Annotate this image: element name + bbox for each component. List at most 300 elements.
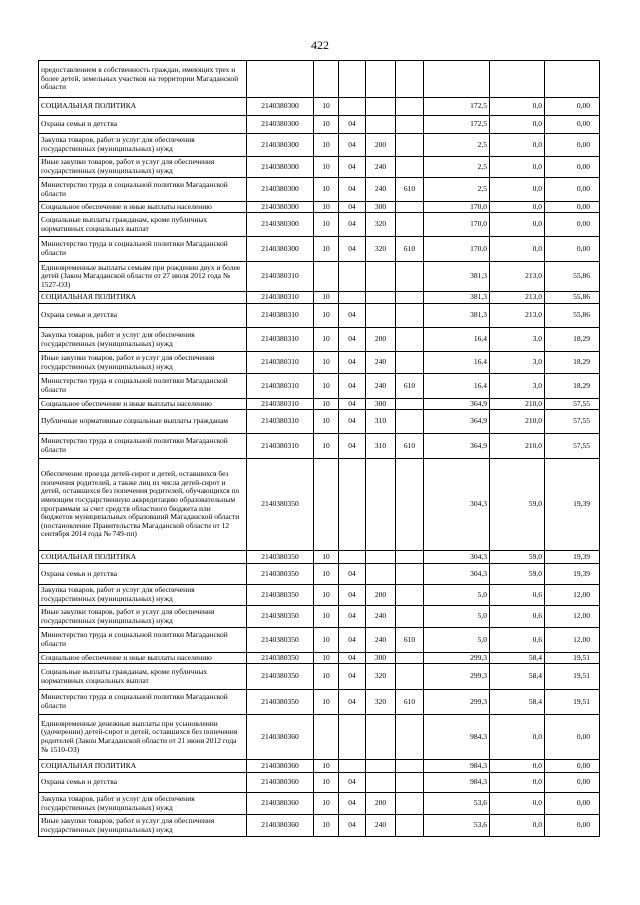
planned-amount-cell: 16,4: [424, 374, 490, 399]
target-article-cell: 2140380310: [247, 352, 314, 374]
expense-type-cell: 200: [366, 793, 396, 815]
target-article-cell: 2140380310: [247, 410, 314, 434]
budget-manager-cell: [396, 459, 424, 551]
planned-amount-cell: 170,0: [424, 213, 490, 237]
table-row: [39, 116, 600, 134]
executed-amount-cell: 0,0: [490, 237, 545, 262]
name-cell: Министерство труда и социальной политики Магаданской области: [39, 178, 247, 202]
execution-percent-cell: 12,00: [545, 606, 600, 628]
execution-percent-cell: 0,00: [545, 116, 600, 134]
section-cell: 10: [314, 292, 339, 304]
expense-type-cell: [366, 564, 396, 585]
subsection-cell: [339, 262, 366, 292]
name-cell: СОЦИАЛЬНАЯ ПОЛИТИКА: [39, 98, 247, 116]
budget-manager-cell: 610: [396, 628, 424, 653]
subsection-cell: 04: [339, 664, 366, 690]
executed-amount-cell: 0,0: [490, 116, 545, 134]
planned-amount-cell: 170,0: [424, 237, 490, 262]
section-cell: 10: [314, 690, 339, 715]
section-cell: 10: [314, 664, 339, 690]
expense-type-cell: 320: [366, 237, 396, 262]
target-article-cell: 2140380350: [247, 653, 314, 664]
planned-amount-cell: 5,0: [424, 628, 490, 653]
target-article-cell: 2140380310: [247, 262, 314, 292]
table-row: [39, 134, 600, 157]
planned-amount-cell: 2,5: [424, 157, 490, 178]
subsection-cell: 04: [339, 564, 366, 585]
budget-manager-cell: [396, 664, 424, 690]
expense-type-cell: [366, 292, 396, 304]
name-cell: Публичные нормативные социальные выплаты гражданам: [39, 410, 247, 434]
expense-type-cell: 200: [366, 134, 396, 157]
table-row: [39, 551, 600, 564]
execution-percent-cell: 0,00: [545, 178, 600, 202]
table-row: [39, 213, 600, 237]
section-cell: 10: [314, 352, 339, 374]
subsection-cell: 04: [339, 793, 366, 815]
table-row: [39, 773, 600, 793]
target-article-cell: 2140380350: [247, 664, 314, 690]
name-cell: предоставлением в собственность граждан, имеющих трех и более детей, земельных участков на территории Магаданской области: [39, 61, 247, 98]
name-cell: Министерство труда и социальной политики Магаданской области: [39, 690, 247, 715]
expense-type-cell: 320: [366, 213, 396, 237]
subsection-cell: [339, 292, 366, 304]
budget-manager-cell: 610: [396, 178, 424, 202]
target-article-cell: 2140380350: [247, 606, 314, 628]
section-cell: 10: [314, 773, 339, 793]
table-row: [39, 564, 600, 585]
planned-amount-cell: 984,3: [424, 773, 490, 793]
subsection-cell: 04: [339, 134, 366, 157]
budget-manager-cell: [396, 606, 424, 628]
table-row: [39, 606, 600, 628]
budget-manager-cell: [396, 352, 424, 374]
section-cell: 10: [314, 551, 339, 564]
planned-amount-cell: 299,3: [424, 653, 490, 664]
budget-manager-cell: 610: [396, 237, 424, 262]
expense-type-cell: 240: [366, 178, 396, 202]
name-cell: Иные закупки товаров, работ и услуг для обеспечения государственных (муниципальных) нужд: [39, 352, 247, 374]
table-row: [39, 237, 600, 262]
budget-manager-cell: [396, 793, 424, 815]
table-row: [39, 410, 600, 434]
planned-amount-cell: 16,4: [424, 328, 490, 352]
section-cell: 10: [314, 202, 339, 213]
executed-amount-cell: 210,0: [490, 434, 545, 459]
subsection-cell: 04: [339, 237, 366, 262]
expense-type-cell: [366, 304, 396, 328]
subsection-cell: 04: [339, 213, 366, 237]
planned-amount-cell: 381,3: [424, 292, 490, 304]
table-row: [39, 793, 600, 815]
executed-amount-cell: 3,0: [490, 328, 545, 352]
budget-manager-cell: [396, 262, 424, 292]
budget-manager-cell: [396, 202, 424, 213]
name-cell: Закупка товаров, работ и услуг для обеспечения государственных (муниципальных) нужд: [39, 793, 247, 815]
execution-percent-cell: 0,00: [545, 134, 600, 157]
execution-percent-cell: 57,55: [545, 434, 600, 459]
expense-type-cell: 300: [366, 653, 396, 664]
executed-amount-cell: 59,0: [490, 551, 545, 564]
subsection-cell: 04: [339, 434, 366, 459]
expense-type-cell: 320: [366, 664, 396, 690]
execution-percent-cell: 55,86: [545, 262, 600, 292]
section-cell: 10: [314, 434, 339, 459]
target-article-cell: 2140380300: [247, 237, 314, 262]
subsection-cell: 04: [339, 606, 366, 628]
name-cell: Социальные выплаты гражданам, кроме публичных нормативных социальных выплат: [39, 213, 247, 237]
section-cell: 10: [314, 213, 339, 237]
execution-percent-cell: 57,55: [545, 410, 600, 434]
execution-percent-cell: 19,39: [545, 564, 600, 585]
subsection-cell: [339, 459, 366, 551]
expense-type-cell: [366, 262, 396, 292]
name-cell: Иные закупки товаров, работ и услуг для обеспечения государственных (муниципальных) нужд: [39, 606, 247, 628]
table-row: [39, 399, 600, 410]
budget-manager-cell: 610: [396, 690, 424, 715]
expense-type-cell: 320: [366, 690, 396, 715]
section-cell: 10: [314, 116, 339, 134]
target-article-cell: 2140380360: [247, 815, 314, 837]
executed-amount-cell: 58,4: [490, 664, 545, 690]
planned-amount-cell: 299,3: [424, 690, 490, 715]
budget-manager-cell: 610: [396, 434, 424, 459]
name-cell: Иные закупки товаров, работ и услуг для обеспечения государственных (муниципальных) нужд: [39, 157, 247, 178]
section-cell: 10: [314, 628, 339, 653]
section-cell: 10: [314, 410, 339, 434]
budget-manager-cell: [396, 653, 424, 664]
planned-amount-cell: 2,5: [424, 134, 490, 157]
budget-manager-cell: [396, 328, 424, 352]
budget-manager-cell: [396, 551, 424, 564]
name-cell: Охрана семьи и детства: [39, 773, 247, 793]
planned-amount-cell: 984,3: [424, 715, 490, 760]
section-cell: 10: [314, 585, 339, 606]
planned-amount-cell: 16,4: [424, 352, 490, 374]
name-cell: Охрана семьи и детства: [39, 304, 247, 328]
expense-type-cell: 240: [366, 352, 396, 374]
budget-manager-cell: [396, 399, 424, 410]
table-row: [39, 653, 600, 664]
section-cell: 10: [314, 237, 339, 262]
execution-percent-cell: 55,86: [545, 292, 600, 304]
subsection-cell: 04: [339, 157, 366, 178]
expense-type-cell: 300: [366, 399, 396, 410]
name-cell: СОЦИАЛЬНАЯ ПОЛИТИКА: [39, 760, 247, 773]
target-article-cell: 2140380350: [247, 551, 314, 564]
expense-type-cell: 300: [366, 202, 396, 213]
section-cell: 10: [314, 304, 339, 328]
section-cell: 10: [314, 134, 339, 157]
executed-amount-cell: 58,4: [490, 690, 545, 715]
table-row: [39, 352, 600, 374]
expense-type-cell: [366, 116, 396, 134]
planned-amount-cell: 381,3: [424, 304, 490, 328]
target-article-cell: 2140380300: [247, 134, 314, 157]
name-cell: Министерство труда и социальной политики Магаданской области: [39, 434, 247, 459]
executed-amount-cell: 0,6: [490, 585, 545, 606]
section-cell: [314, 715, 339, 760]
budget-manager-cell: [396, 773, 424, 793]
planned-amount-cell: [424, 61, 490, 98]
section-cell: [314, 459, 339, 551]
subsection-cell: 04: [339, 815, 366, 837]
name-cell: СОЦИАЛЬНАЯ ПОЛИТИКА: [39, 551, 247, 564]
budget-manager-cell: [396, 213, 424, 237]
table-row: [39, 178, 600, 202]
section-cell: 10: [314, 178, 339, 202]
name-cell: Закупка товаров, работ и услуг для обеспечения государственных (муниципальных) нужд: [39, 328, 247, 352]
section-cell: [314, 61, 339, 98]
execution-percent-cell: 0,00: [545, 793, 600, 815]
table-row: [39, 292, 600, 304]
execution-percent-cell: 0,00: [545, 815, 600, 837]
execution-percent-cell: 0,00: [545, 98, 600, 116]
name-cell: Министерство труда и социальной политики Магаданской области: [39, 628, 247, 653]
table-row: [39, 715, 600, 760]
name-cell: Министерство труда и социальной политики Магаданской области: [39, 237, 247, 262]
execution-percent-cell: 0,00: [545, 202, 600, 213]
subsection-cell: 04: [339, 352, 366, 374]
planned-amount-cell: 172,5: [424, 98, 490, 116]
execution-percent-cell: 0,00: [545, 157, 600, 178]
section-cell: 10: [314, 157, 339, 178]
planned-amount-cell: 299,3: [424, 664, 490, 690]
execution-percent-cell: 0,00: [545, 715, 600, 760]
executed-amount-cell: 0,0: [490, 98, 545, 116]
executed-amount-cell: 59,0: [490, 459, 545, 551]
subsection-cell: 04: [339, 628, 366, 653]
target-article-cell: 2140380300: [247, 98, 314, 116]
subsection-cell: [339, 98, 366, 116]
name-cell: Закупка товаров, работ и услуг для обеспечения государственных (муниципальных) нужд: [39, 134, 247, 157]
subsection-cell: 04: [339, 585, 366, 606]
table-row: [39, 262, 600, 292]
name-cell: Закупка товаров, работ и услуг для обеспечения государственных (муниципальных) нужд: [39, 585, 247, 606]
budget-manager-cell: [396, 98, 424, 116]
target-article-cell: 2140380300: [247, 202, 314, 213]
expense-type-cell: [366, 773, 396, 793]
execution-percent-cell: 12,00: [545, 628, 600, 653]
section-cell: 10: [314, 815, 339, 837]
section-cell: 10: [314, 793, 339, 815]
executed-amount-cell: 0,0: [490, 815, 545, 837]
executed-amount-cell: 59,0: [490, 564, 545, 585]
execution-percent-cell: [545, 61, 600, 98]
execution-percent-cell: 19,51: [545, 690, 600, 715]
target-article-cell: 2140380360: [247, 715, 314, 760]
subsection-cell: 04: [339, 374, 366, 399]
expense-type-cell: [366, 551, 396, 564]
budget-manager-cell: [396, 585, 424, 606]
expense-type-cell: [366, 459, 396, 551]
executed-amount-cell: 213,0: [490, 262, 545, 292]
section-cell: 10: [314, 760, 339, 773]
table-row: [39, 374, 600, 399]
executed-amount-cell: 0,0: [490, 793, 545, 815]
table-row: [39, 434, 600, 459]
target-article-cell: 2140380360: [247, 773, 314, 793]
section-cell: 10: [314, 564, 339, 585]
section-cell: 10: [314, 328, 339, 352]
target-article-cell: 2140380350: [247, 690, 314, 715]
page-number: 422: [311, 38, 329, 52]
expense-type-cell: 200: [366, 328, 396, 352]
planned-amount-cell: 5,0: [424, 585, 490, 606]
planned-amount-cell: 364,9: [424, 410, 490, 434]
execution-percent-cell: 0,00: [545, 773, 600, 793]
execution-percent-cell: 19,51: [545, 653, 600, 664]
planned-amount-cell: 381,3: [424, 262, 490, 292]
target-article-cell: 2140380350: [247, 564, 314, 585]
target-article-cell: 2140380350: [247, 459, 314, 551]
expense-type-cell: 240: [366, 606, 396, 628]
expense-type-cell: 310: [366, 434, 396, 459]
section-cell: [314, 262, 339, 292]
name-cell: Иные закупки товаров, работ и услуг для обеспечения государственных (муниципальных) нужд: [39, 815, 247, 837]
subsection-cell: 04: [339, 410, 366, 434]
executed-amount-cell: 3,0: [490, 374, 545, 399]
target-article-cell: 2140380360: [247, 760, 314, 773]
execution-percent-cell: 19,39: [545, 459, 600, 551]
table-row: [39, 328, 600, 352]
table-row: [39, 459, 600, 551]
budget-manager-cell: 610: [396, 374, 424, 399]
planned-amount-cell: 984,3: [424, 760, 490, 773]
subsection-cell: [339, 551, 366, 564]
subsection-cell: 04: [339, 690, 366, 715]
expense-type-cell: 310: [366, 410, 396, 434]
expense-type-cell: 200: [366, 585, 396, 606]
execution-percent-cell: 18,29: [545, 352, 600, 374]
subsection-cell: 04: [339, 178, 366, 202]
subsection-cell: [339, 760, 366, 773]
target-article-cell: 2140380310: [247, 304, 314, 328]
section-cell: 10: [314, 399, 339, 410]
target-article-cell: 2140380310: [247, 399, 314, 410]
planned-amount-cell: 304,3: [424, 459, 490, 551]
executed-amount-cell: 213,0: [490, 304, 545, 328]
execution-percent-cell: 0,00: [545, 213, 600, 237]
executed-amount-cell: 0,0: [490, 773, 545, 793]
section-cell: 10: [314, 374, 339, 399]
target-article-cell: 2140380310: [247, 374, 314, 399]
table-row: [39, 304, 600, 328]
execution-percent-cell: 55,86: [545, 304, 600, 328]
executed-amount-cell: 213,0: [490, 292, 545, 304]
table-row: [39, 157, 600, 178]
table-row: [39, 628, 600, 653]
executed-amount-cell: 0,6: [490, 628, 545, 653]
target-article-cell: 2140380300: [247, 213, 314, 237]
budget-manager-cell: [396, 116, 424, 134]
planned-amount-cell: 304,3: [424, 551, 490, 564]
executed-amount-cell: 0,0: [490, 157, 545, 178]
target-article-cell: 2140380350: [247, 628, 314, 653]
budget-table: [38, 60, 600, 837]
section-cell: 10: [314, 653, 339, 664]
planned-amount-cell: 170,0: [424, 202, 490, 213]
subsection-cell: 04: [339, 399, 366, 410]
name-cell: Министерство труда и социальной политики Магаданской области: [39, 374, 247, 399]
planned-amount-cell: 2,5: [424, 178, 490, 202]
table-row: [39, 61, 600, 98]
executed-amount-cell: 0,0: [490, 178, 545, 202]
target-article-cell: 2140380310: [247, 434, 314, 459]
expense-type-cell: [366, 715, 396, 760]
planned-amount-cell: 5,0: [424, 606, 490, 628]
section-cell: 10: [314, 606, 339, 628]
expense-type-cell: 240: [366, 815, 396, 837]
executed-amount-cell: 58,4: [490, 653, 545, 664]
expense-type-cell: [366, 61, 396, 98]
subsection-cell: 04: [339, 304, 366, 328]
executed-amount-cell: 0,6: [490, 606, 545, 628]
section-cell: 10: [314, 98, 339, 116]
budget-manager-cell: [396, 715, 424, 760]
subsection-cell: [339, 715, 366, 760]
planned-amount-cell: 53,6: [424, 815, 490, 837]
name-cell: Охрана семьи и детства: [39, 564, 247, 585]
executed-amount-cell: 0,0: [490, 715, 545, 760]
target-article-cell: 2140380300: [247, 157, 314, 178]
table-row: [39, 202, 600, 213]
execution-percent-cell: 0,00: [545, 237, 600, 262]
name-cell: Единовременные денежные выплаты при усыновлении (удочерении) детей-сирот и детей, оставшихся без попечения родителей (Закон Магаданской области от 21 июня 2012 года № 1510-ОЗ): [39, 715, 247, 760]
budget-manager-cell: [396, 410, 424, 434]
subsection-cell: 04: [339, 202, 366, 213]
table-row: [39, 690, 600, 715]
name-cell: Единовременные выплаты семьям при рождении двух и более детей (Закон Магаданской области от 27 июля 2012 года № 1527-ОЗ): [39, 262, 247, 292]
executed-amount-cell: 0,0: [490, 760, 545, 773]
budget-manager-cell: [396, 157, 424, 178]
planned-amount-cell: 364,9: [424, 399, 490, 410]
subsection-cell: 04: [339, 653, 366, 664]
budget-manager-cell: [396, 304, 424, 328]
executed-amount-cell: [490, 61, 545, 98]
expense-type-cell: [366, 760, 396, 773]
budget-manager-cell: [396, 760, 424, 773]
executed-amount-cell: 210,0: [490, 410, 545, 434]
target-article-cell: 2140380310: [247, 328, 314, 352]
executed-amount-cell: 0,0: [490, 134, 545, 157]
target-article-cell: 2140380350: [247, 585, 314, 606]
executed-amount-cell: 3,0: [490, 352, 545, 374]
expense-type-cell: 240: [366, 157, 396, 178]
name-cell: Охрана семьи и детства: [39, 116, 247, 134]
budget-manager-cell: [396, 292, 424, 304]
name-cell: Обеспечение проезда детей-сирот и детей, оставшихся без попечения родителей, а также лиц из числа детей-сирот и детей, оставшихся без попечения родителей, обучающихся по имеющим государственную аккредитацию образовательным программам за счет средств областного бюджета или бюджетов муниципальных образований Магаданской области (постановление Правительства Магаданской области от 12 сентября 2014 года № 749-пп): [39, 459, 247, 551]
table-row: [39, 98, 600, 116]
execution-percent-cell: 0,00: [545, 760, 600, 773]
target-article-cell: 2140380300: [247, 116, 314, 134]
execution-percent-cell: 18,29: [545, 328, 600, 352]
execution-percent-cell: 57,55: [545, 399, 600, 410]
executed-amount-cell: 0,0: [490, 202, 545, 213]
target-article-cell: [247, 61, 314, 98]
budget-manager-cell: [396, 134, 424, 157]
name-cell: Социальные выплаты гражданам, кроме публичных нормативных социальных выплат: [39, 664, 247, 690]
execution-percent-cell: 12,00: [545, 585, 600, 606]
subsection-cell: 04: [339, 328, 366, 352]
execution-percent-cell: 19,51: [545, 664, 600, 690]
expense-type-cell: [366, 98, 396, 116]
name-cell: Социальное обеспечение и иные выплаты населению: [39, 653, 247, 664]
budget-manager-cell: [396, 61, 424, 98]
executed-amount-cell: 210,0: [490, 399, 545, 410]
budget-manager-cell: [396, 564, 424, 585]
name-cell: СОЦИАЛЬНАЯ ПОЛИТИКА: [39, 292, 247, 304]
